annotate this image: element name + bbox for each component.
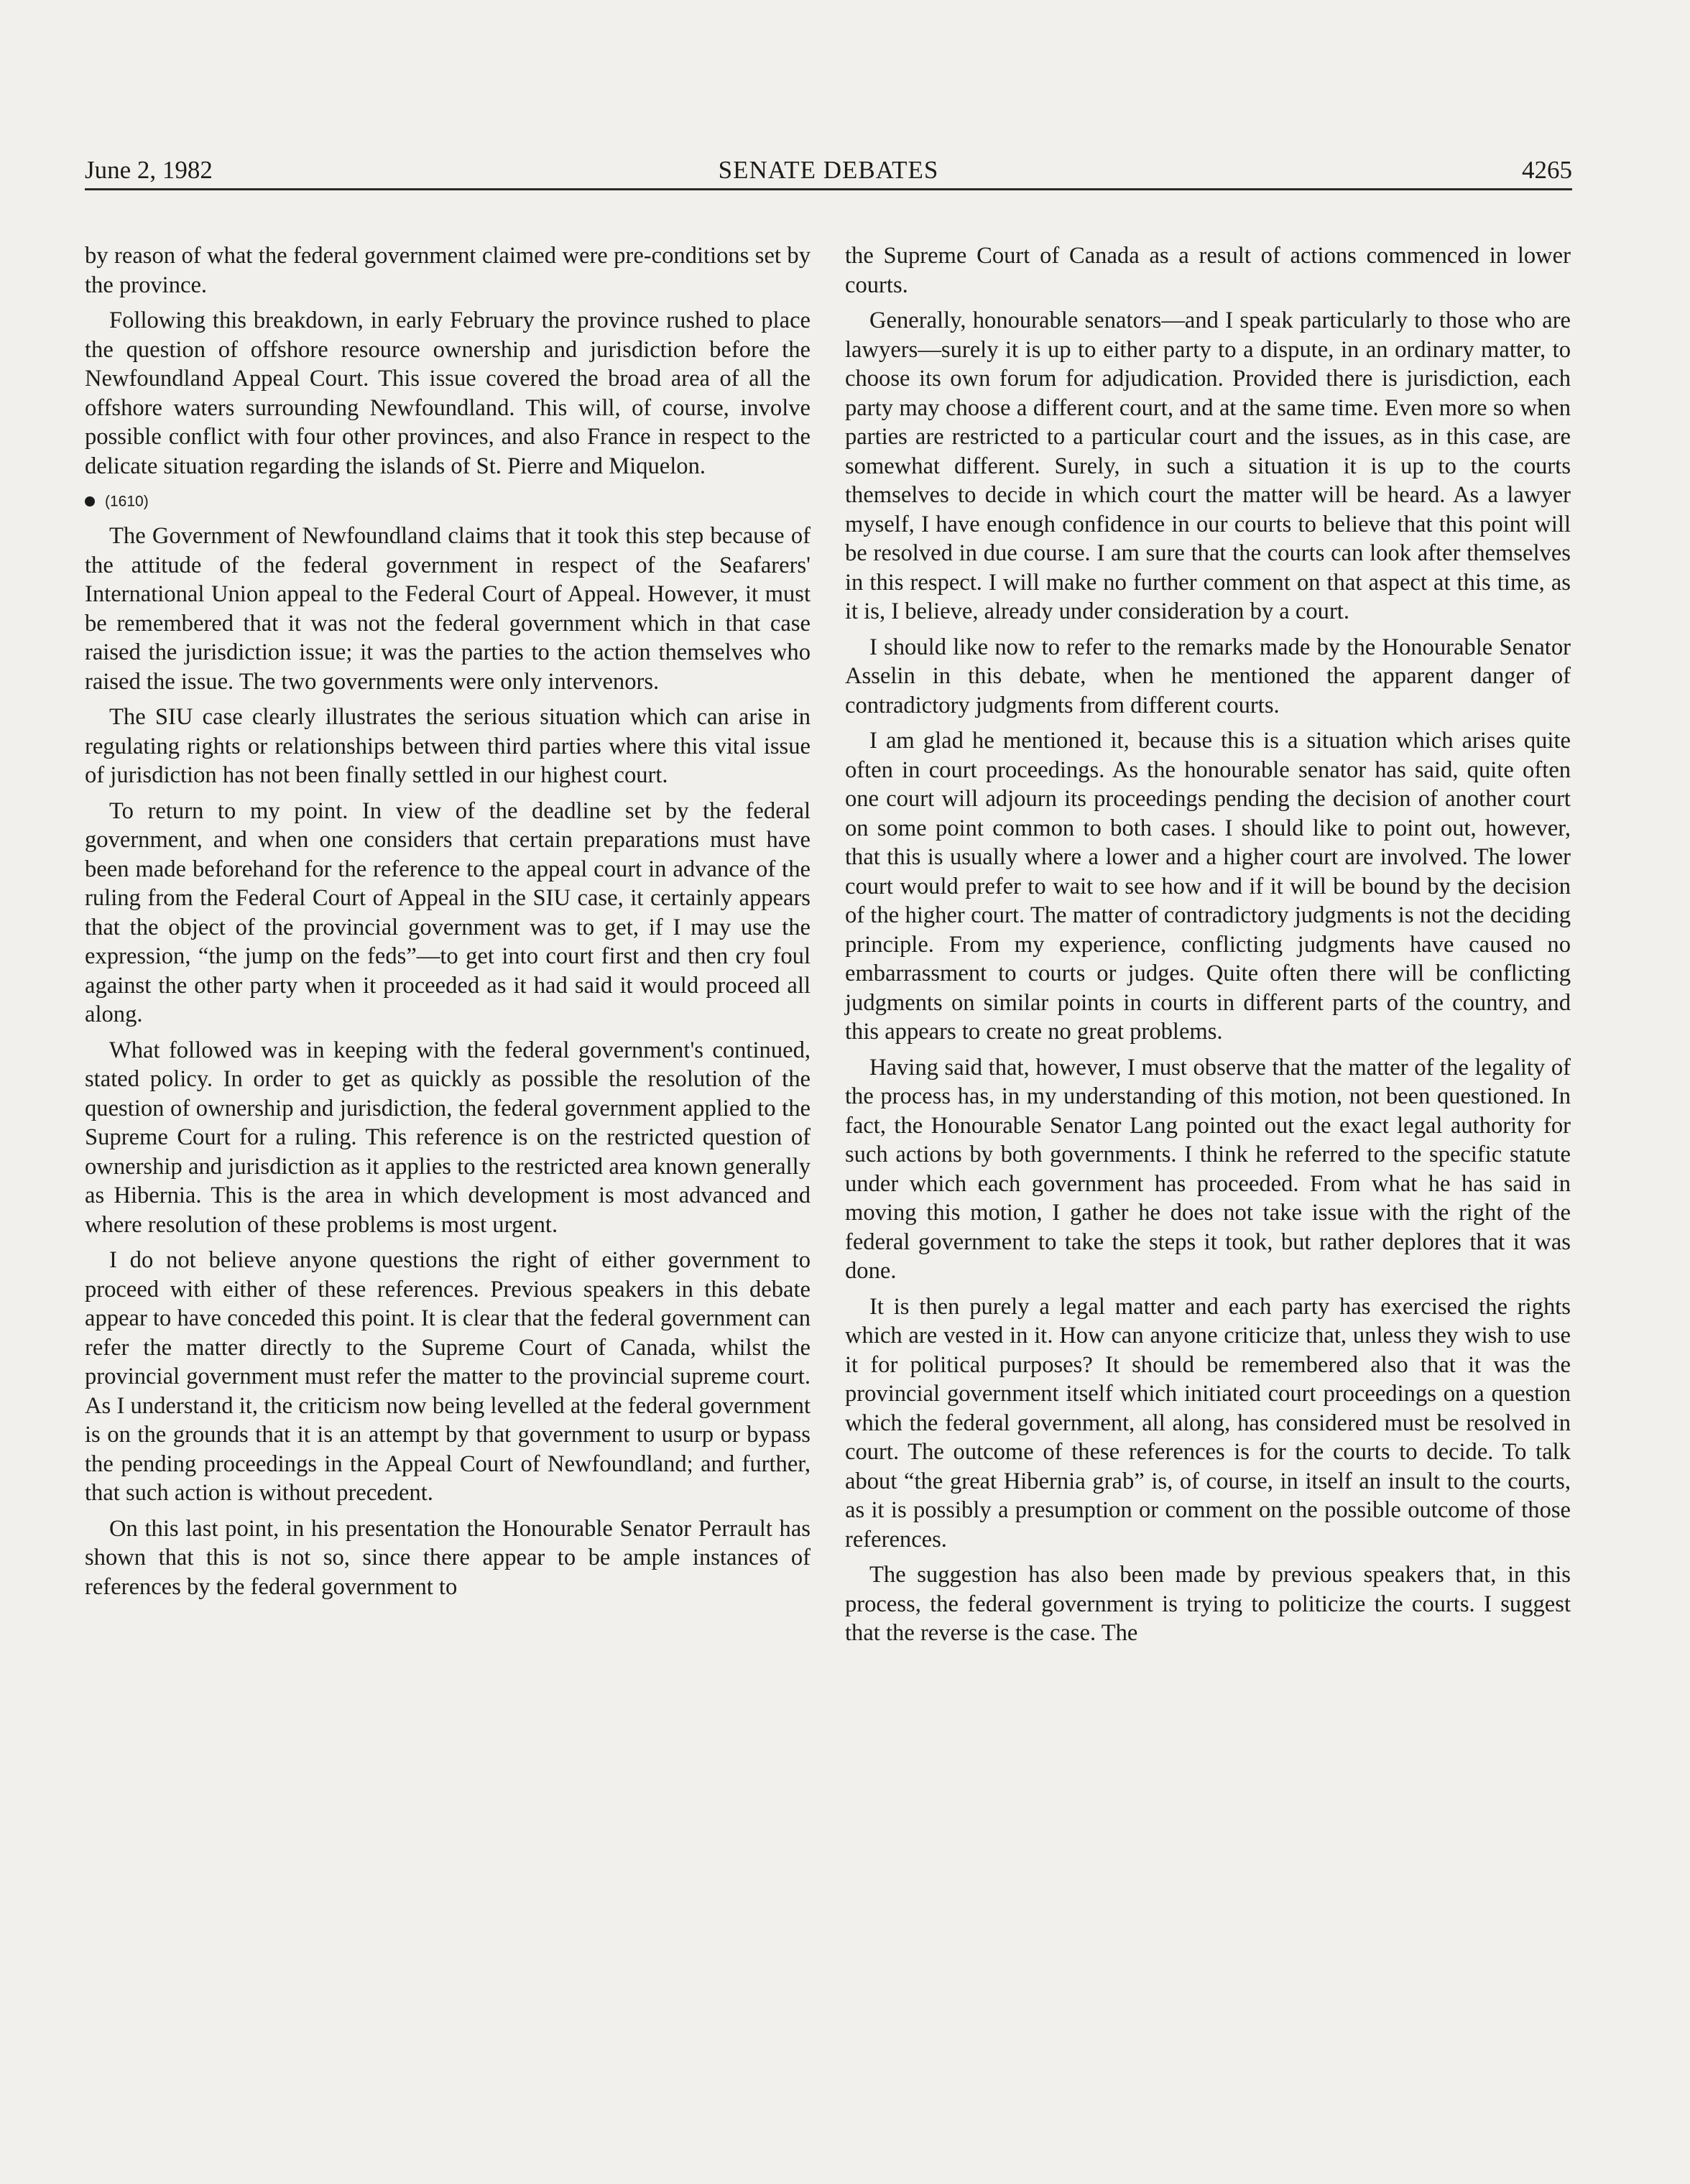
paragraph: the Supreme Court of Canada as a result of actions commenced in lower courts. xyxy=(845,243,1571,298)
paragraph: To return to my point. In view of the deadline set by the federal government, and when one considers that certain preparations must have been made beforehand for the reference to the appeal court in advance of the ruling from the Federal Court of Appeal in the SIU case, it certainly appears that the object of the provincial government was to get, if I may use the expression, “the jump on the feds”—to get into court first and then cry foul against the other party when it proceeded as it had said it would proceed all along. xyxy=(85,797,811,1028)
paragraph: Generally, honourable senators—and I speak particularly to those who are lawyers—surely it is up to either party to a dispute, in an ordinary matter, to choose its own forum for adjudication. Provided there is jurisdiction, each party may choose a different court, and at the same time. Even more so when parties are restricted to a particular court and the issues, as in this case, are somewhat different. Surely, in such a situation it is up to the courts themselves to decide in which court the matter will be heard. As a lawyer myself, I have enough confidence in our courts to believe that this point will be resolved in due course. I am sure that the courts can look after themselves in this respect. I will make no further comment on that aspect at this time, as it is, I believe, already under consideration by a court. xyxy=(845,307,1571,624)
paragraph: On this last point, in his presentation the Honourable Senator Perrault has shown that this is not so, since there appear to be ample instances of references by the federal government to xyxy=(85,1515,811,1600)
header-title: SENATE DEBATES xyxy=(718,156,939,184)
paragraph: Having said that, however, I must observe that the matter of the legality of the process has, in my understanding of this motion, not been questioned. In fact, the Honourable Senator Lang pointed out the exact legal authority for such actions by both governments. I think he referred to the specific statute under which each government has proceeded. From what he has said in moving this motion, I gather he does not take issue with the right of the federal government to take the steps it took, but rather deplores that it was done. xyxy=(845,1054,1571,1284)
page-header xyxy=(85,152,1572,190)
header-page-number: 4265 xyxy=(1522,156,1572,184)
paragraph: The Government of Newfoundland claims that it took this step because of the attitude of the federal government in respect of the Seafarers' International Union appeal to the Federal Court of Appeal. However, it must be remembered that it was not the federal government which in that case raised the jurisdiction issue; it was the parties to the action themselves who raised the issue. The two governments were only intervenors. xyxy=(85,523,811,695)
header-date: June 2, 1982 xyxy=(85,156,213,184)
paragraph: What followed was in keeping with the federal government's continued, stated policy. In order to get as quickly as possible the resolution of the question of ownership and jurisdiction, the federal government applied to the Supreme Court for a ruling. This reference is on the restricted question of ownership and jurisdiction as it applies to the restricted area known generally as Hibernia. This is the area in which development is most advanced and where resolution of these problems is most urgent. xyxy=(85,1037,811,1238)
time-marker xyxy=(85,487,811,516)
paragraph: by reason of what the federal government claimed were pre-conditions set by the province. xyxy=(85,243,811,298)
paragraph: The SIU case clearly illustrates the serious situation which can arise in regulating rights or relationships between third parties where this vital issue of jurisdiction has not been finally settled in our highest court. xyxy=(85,704,811,789)
bullet-icon xyxy=(85,496,95,506)
right-column xyxy=(845,241,1571,1655)
paragraph: The suggestion has also been made by previous speakers that, in this process, the federal government is trying to politicize the courts. I suggest that the reverse is the case. The xyxy=(845,1562,1571,1646)
time-code: (1610) xyxy=(105,493,149,510)
paragraph: I do not believe anyone questions the right of either government to proceed with either of these references. Previous speakers in this debate appear to have conceded this point. It is clear that the federal government can refer the matter directly to the Supreme Court of Canada, whilst the provincial government must refer the matter to the provincial supreme court. As I understand it, the criticism now being levelled at the federal government is on the grounds that it is an attempt by that government to usurp or bypass the pending proceedings in the Appeal Court of Newfoundland; and further, that such action is without precedent. xyxy=(85,1247,811,1507)
paragraph: I am glad he mentioned it, because this is a situation which arises quite often in court proceedings. As the honourable senator has said, quite often one court will adjourn its proceedings pending the decision of another court on some point common to both cases. I should like to point out, however, that this is usually where a lower and a higher court are involved. The lower court would prefer to wait to see how and if it will be bound by the decision of the higher court. The matter of contradictory judgments is not the deciding principle. From my experience, conflicting judgments have caused no embarrassment to courts or judges. Quite often there will be conflicting judgments on similar points in courts in different parts of the country, and this appears to create no great problems. xyxy=(845,728,1571,1045)
paragraph: I should like now to refer to the remarks made by the Honourable Senator Asselin in this debate, when he mentioned the apparent danger of contradictory judgments from different courts. xyxy=(845,634,1571,718)
paragraph: It is then purely a legal matter and each party has exercised the rights which are vested in it. How can anyone criticize that, unless they wish to use it for political purposes? It should be remembered also that it was the provincial government itself which initiated court proceedings on a question which the federal government, all along, has considered must be resolved in court. The outcome of these references is for the courts to decide. To talk about “the great Hibernia grab” is, of course, in itself an insult to the courts, as it is possibly a presumption or comment on the possible outcome of those references. xyxy=(845,1293,1571,1553)
left-column xyxy=(85,241,811,1608)
paragraph: Following this breakdown, in early February the province rushed to place the question of offshore resource ownership and jurisdiction before the Newfoundland Appeal Court. This issue covered the broad area of all the offshore waters surrounding Newfoundland. This will, of course, involve possible conflict with four other provinces, and also France in respect to the delicate situation regarding the islands of St. Pierre and Miquelon. xyxy=(85,307,811,479)
